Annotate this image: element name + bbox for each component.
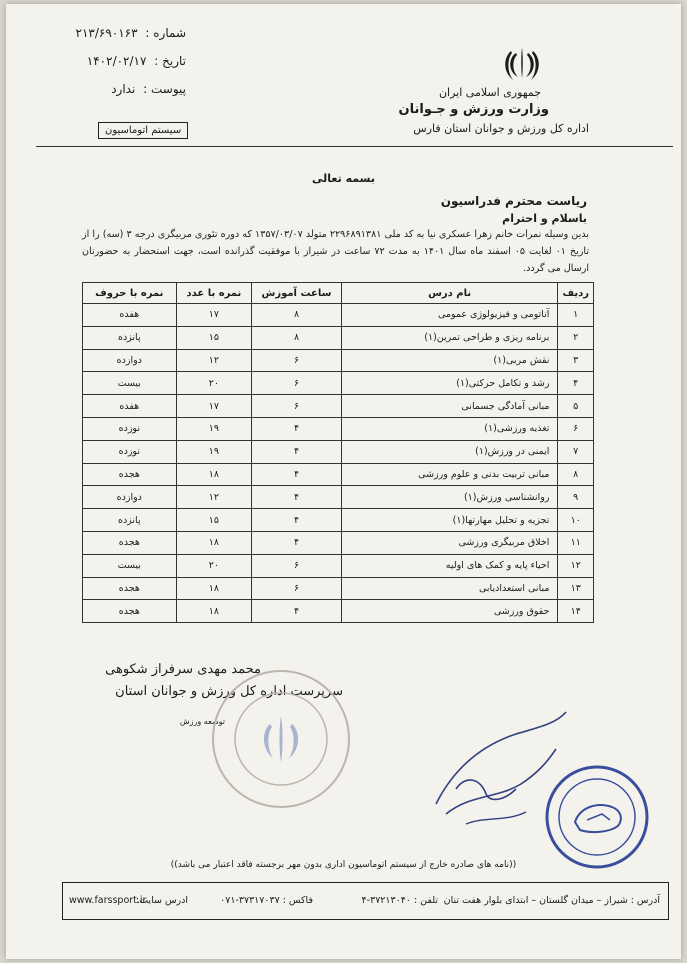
cell-grade-words: پانزده <box>83 509 177 532</box>
cell-course-name: آناتومی و فیزیولوژی عمومی <box>341 304 558 327</box>
letter-attachment <box>66 82 186 96</box>
cell-grade-number: ۱۵ <box>176 326 252 349</box>
cell-hours: ۴ <box>252 600 342 623</box>
cell-grade-number: ۱۷ <box>176 395 252 418</box>
validity-footnote: ((نامه های صادره خارج از سیستم اتوماسیون اداری بدون مهر برجسته فاقد اعتبار می باشد)) <box>170 860 517 870</box>
letter-sheet <box>6 4 681 959</box>
table-row <box>83 463 594 486</box>
cell-course-name: تغذیه ورزشی(۱) <box>341 417 558 440</box>
cell-course-name: برنامه ریزی و طراحی تمرین(۱) <box>341 326 558 349</box>
automation-system-badge: سیستم اتوماسیون <box>98 122 188 139</box>
cell-grade-words: پانزده <box>83 326 177 349</box>
footer-fax: فاکس : ۳۷۳۱۷۰۳۷-۰۷۱ <box>220 895 313 906</box>
footer-website-link[interactable]: www.farssport.ir <box>69 895 147 906</box>
cell-hours: ۶ <box>252 577 342 600</box>
cell-hours: ۶ <box>252 372 342 395</box>
table-row <box>83 349 594 372</box>
cell-hours: ۸ <box>252 304 342 327</box>
cell-course-name: مبانی تربیت بدنی و علوم ورزشی <box>341 463 558 486</box>
cell-row-number: ۲ <box>558 326 594 349</box>
cell-row-number: ۶ <box>558 417 594 440</box>
letter-number-label: شماره : <box>145 26 186 40</box>
cell-course-name: مبانی آمادگی جسمانی <box>341 395 558 418</box>
cell-grade-words: هفده <box>83 304 177 327</box>
cell-grade-number: ۱۵ <box>176 509 252 532</box>
letter-attachment-label: پیوست : <box>143 82 186 96</box>
cell-grade-number: ۲۰ <box>176 554 252 577</box>
cell-row-number: ۵ <box>558 395 594 418</box>
header-divider <box>36 146 673 147</box>
cell-row-number: ۱ <box>558 304 594 327</box>
cell-grade-number: ۱۸ <box>176 577 252 600</box>
cell-hours: ۴ <box>252 440 342 463</box>
grades-table-body <box>83 304 594 623</box>
cell-row-number: ۸ <box>558 463 594 486</box>
cell-grade-words: نوزده <box>83 417 177 440</box>
table-row <box>83 417 594 440</box>
table-row <box>83 577 594 600</box>
cell-grade-number: ۱۸ <box>176 600 252 623</box>
cell-row-number: ۷ <box>558 440 594 463</box>
cell-hours: ۴ <box>252 463 342 486</box>
table-row <box>83 326 594 349</box>
table-row <box>83 531 594 554</box>
cell-grade-number: ۱۹ <box>176 440 252 463</box>
signer-name: محمد مهدی سرفراز شکوهی <box>105 662 261 677</box>
footer-website-label: ادرس سایت: <box>135 895 188 906</box>
table-row <box>83 509 594 532</box>
signer-title: سرپرست اداره کل ورزش و جوانان استان <box>115 684 343 699</box>
signer-subtitle: توسعه ورزش <box>179 717 225 726</box>
letter-date-label: تاریخ : <box>154 54 186 68</box>
cell-grade-words: هجده <box>83 577 177 600</box>
letter-date-value: ۱۴۰۲/۰۲/۱۷ <box>86 54 147 68</box>
basmala: بسمه تعالی <box>312 172 375 185</box>
cell-hours: ۸ <box>252 326 342 349</box>
cell-grade-number: ۱۹ <box>176 417 252 440</box>
cell-grade-words: بیست <box>83 372 177 395</box>
letter-body: بدین وسیله نمرات خانم زهرا عسکری نیا به کد ملی ۲۲۹۶۸۹۱۳۸۱ متولد ۱۳۵۷/۰۳/۰۷ که دوره تئوری مربیگری درجه ۳ (سه) را از تاریخ ۰۱ لغایت ۰۵ اسفند ماه سال ۱۴۰۱ به مدت ۷۲ ساعت در شیراز با موفقیت گذرانده است، جهت استحضار به حضورتان ارسال می گردد. <box>82 229 590 274</box>
cell-course-name: حقوق ورزشی <box>341 600 558 623</box>
cell-course-name: ایمنی در ورزش(۱) <box>341 440 558 463</box>
column-header-hours: ساعت آموزش <box>252 283 342 304</box>
cell-hours: ۴ <box>252 417 342 440</box>
footer-phone: تلفن : ۳۷۲۱۳۰۴۰-۴ <box>361 895 438 906</box>
cell-grade-number: ۱۲ <box>176 349 252 372</box>
cell-course-name: اخلاق مربیگری ورزشی <box>341 531 558 554</box>
cell-course-name: مبانی استعدادیابی <box>341 577 558 600</box>
cell-row-number: ۱۴ <box>558 600 594 623</box>
letter-number-value: ۲۱۳/۶۹۰۱۶۳ <box>75 26 138 40</box>
grades-table <box>82 282 594 623</box>
cell-row-number: ۱۱ <box>558 531 594 554</box>
cell-grade-words: دوازده <box>83 349 177 372</box>
table-row <box>83 372 594 395</box>
cell-hours: ۴ <box>252 531 342 554</box>
cell-grade-words: بیست <box>83 554 177 577</box>
cell-grade-number: ۱۷ <box>176 304 252 327</box>
table-row <box>83 554 594 577</box>
column-header-course: نام درس <box>341 283 558 304</box>
cell-hours: ۶ <box>252 395 342 418</box>
cell-grade-words: هفده <box>83 395 177 418</box>
cell-course-name: تجزیه و تحلیل مهارتها(۱) <box>341 509 558 532</box>
letter-number <box>66 26 186 40</box>
cell-grade-words: هجده <box>83 531 177 554</box>
cell-course-name: احیاء پایه و کمک های اولیه <box>341 554 558 577</box>
header-department: اداره کل ورزش و جوانان استان فارس <box>413 122 589 135</box>
addressee: ریاست محترم فدراسیون <box>440 194 587 208</box>
column-header-grade-number: نمره با عدد <box>176 283 252 304</box>
table-row <box>83 304 594 327</box>
cell-grade-words: هجده <box>83 600 177 623</box>
header-ministry: وزارت ورزش و جـوانان <box>398 102 549 117</box>
table-row <box>83 395 594 418</box>
grades-table-header <box>83 283 594 304</box>
department-seal-stamp <box>206 664 356 814</box>
cell-hours: ۶ <box>252 554 342 577</box>
greeting: باسلام و احترام <box>502 212 587 225</box>
table-row <box>83 440 594 463</box>
cell-grade-number: ۱۸ <box>176 463 252 486</box>
cell-course-name: نقش مربی(۱) <box>341 349 558 372</box>
cell-course-name: روانشناسی ورزش(۱) <box>341 486 558 509</box>
footer-address: آدرس : شیراز – میدان گلستان – ابتدای بلوار هفت تنان <box>443 895 660 906</box>
cell-row-number: ۱۰ <box>558 509 594 532</box>
cell-grade-words: هجده <box>83 463 177 486</box>
letter-date <box>66 54 186 68</box>
cell-hours: ۴ <box>252 486 342 509</box>
header-republic: جمهوری اسلامی ایران <box>438 86 541 99</box>
table-row <box>83 486 594 509</box>
cell-hours: ۶ <box>252 349 342 372</box>
federation-seal-stamp <box>542 762 652 872</box>
cell-grade-number: ۱۸ <box>176 531 252 554</box>
cell-row-number: ۳ <box>558 349 594 372</box>
cell-row-number: ۱۲ <box>558 554 594 577</box>
cell-row-number: ۴ <box>558 372 594 395</box>
table-row <box>83 600 594 623</box>
cell-hours: ۴ <box>252 509 342 532</box>
cell-grade-words: نوزده <box>83 440 177 463</box>
footer-contact-box <box>62 882 669 920</box>
letter-attachment-value: ندارد <box>111 82 136 96</box>
column-header-row-number: ردیف <box>558 283 594 304</box>
cell-course-name: رشد و تکامل حرکتی(۱) <box>341 372 558 395</box>
cell-grade-words: دوازده <box>83 486 177 509</box>
cell-grade-number: ۲۰ <box>176 372 252 395</box>
iran-emblem-icon <box>502 44 542 84</box>
cell-grade-number: ۱۲ <box>176 486 252 509</box>
column-header-grade-words: نمره با حروف <box>83 283 177 304</box>
cell-row-number: ۱۳ <box>558 577 594 600</box>
cell-row-number: ۹ <box>558 486 594 509</box>
